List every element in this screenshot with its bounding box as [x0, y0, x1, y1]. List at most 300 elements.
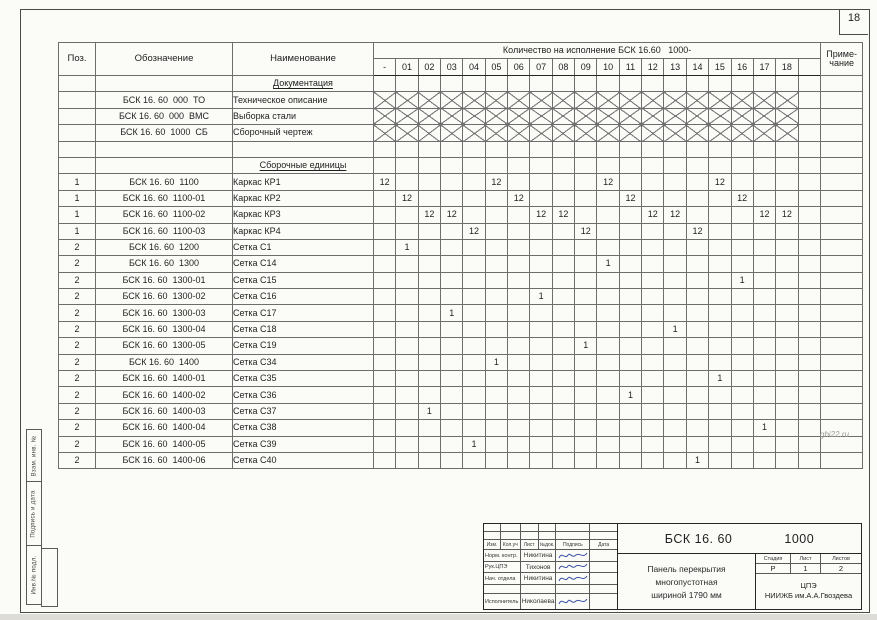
spec-cell-qty: [597, 92, 619, 108]
spec-cell-qty: [374, 223, 396, 239]
stage-value: Р: [756, 564, 791, 574]
spec-cell-qty: [619, 92, 641, 108]
spec-cell-qty: 1: [709, 371, 731, 387]
spec-cell-designation: БСК 16. 60 1400-06: [96, 452, 233, 468]
spec-cell-qty: [597, 223, 619, 239]
spec-cell-qty: [664, 272, 686, 288]
spec-cell-qty: [374, 207, 396, 223]
spec-cell-qty: [374, 141, 396, 157]
left-attribute-strip: [26, 430, 42, 605]
spec-cell-qty: [463, 125, 485, 141]
spec-cell-qty: [597, 321, 619, 337]
spec-cell-qty: 12: [597, 174, 619, 190]
spec-cell-name: Каркас КР1: [233, 174, 374, 190]
spec-cell-qty: [597, 239, 619, 255]
spec-cell-qty: [731, 305, 753, 321]
spec-cell-qty: [709, 76, 731, 92]
spec-cell-qty: [485, 272, 507, 288]
spec-cell-qty: [485, 403, 507, 419]
spec-cell-qty: [530, 174, 552, 190]
exec-column-header: 01: [396, 59, 418, 76]
spec-cell-qty: [396, 403, 418, 419]
spec-cell-qty: [709, 239, 731, 255]
spec-cell-qty: [776, 305, 798, 321]
strip-label: Взам. инв. №: [31, 435, 37, 476]
spec-cell-qty: [664, 403, 686, 419]
spec-cell-note: [821, 157, 863, 173]
strip-cell-vzam: [26, 429, 42, 482]
spec-cell-qty: [485, 289, 507, 305]
title-block-row: [484, 573, 617, 585]
spec-cell-qty: [642, 321, 664, 337]
spec-cell-qty: [418, 92, 440, 108]
spec-cell-qty: [642, 157, 664, 173]
spec-cell-qty: [664, 125, 686, 141]
stage-label: Стадия: [756, 554, 791, 564]
spec-cell-qty: [776, 76, 798, 92]
spec-cell-qty: [463, 174, 485, 190]
spec-cell-qty: [485, 420, 507, 436]
spec-cell-qty: [709, 452, 731, 468]
spec-cell-qty: [575, 305, 597, 321]
spec-cell-qty: [597, 371, 619, 387]
spec-cell-qty: [575, 289, 597, 305]
spec-cell-qty: [530, 76, 552, 92]
spec-cell-qty: [552, 338, 574, 354]
spec-cell-qty: [575, 403, 597, 419]
spec-cell-pos: 2: [59, 321, 96, 337]
title-block-empty-cell: [501, 524, 521, 532]
spec-cell-qty: [575, 174, 597, 190]
spec-cell-qty: [686, 338, 708, 354]
spec-cell-pos: 2: [59, 420, 96, 436]
spec-cell-qty: [508, 256, 530, 272]
spec-cell-qty: [753, 338, 775, 354]
spec-cell-designation: БСК 16. 60 1200: [96, 239, 233, 255]
spec-cell-qty: [441, 239, 463, 255]
spec-cell-qty: [508, 452, 530, 468]
spec-cell-qty: 1: [619, 387, 641, 403]
title-block-header-cell: №док.: [539, 540, 557, 550]
spec-cell-qty: [686, 321, 708, 337]
spec-cell-qty: [686, 92, 708, 108]
spec-cell-qty: [441, 125, 463, 141]
spec-cell-designation: БСК 16. 60 1400-01: [96, 371, 233, 387]
spec-cell-qty: [664, 452, 686, 468]
spec-cell-pos: 2: [59, 403, 96, 419]
spec-cell-qty: [664, 190, 686, 206]
spec-cell-qty: [753, 76, 775, 92]
spec-cell-qty: [664, 354, 686, 370]
spec-cell-qty: [575, 387, 597, 403]
spec-cell-qty: [508, 92, 530, 108]
spec-cell-qty: [619, 207, 641, 223]
spec-cell-qty: [753, 157, 775, 173]
spec-cell-name: Сетка С34: [233, 354, 374, 370]
spec-cell-qty: [709, 125, 731, 141]
spec-cell-qty: [731, 420, 753, 436]
spec-cell-note: [821, 223, 863, 239]
spec-cell-qty: [374, 157, 396, 173]
spec-cell-qty: [798, 174, 821, 190]
exec-column-header: 10: [597, 59, 619, 76]
spec-cell-qty: [619, 403, 641, 419]
spec-cell-qty: 12: [686, 223, 708, 239]
spec-cell-pos: 2: [59, 387, 96, 403]
sign-name: [521, 585, 557, 594]
spec-cell-qty: [753, 387, 775, 403]
spec-cell-qty: [798, 141, 821, 157]
spec-cell-qty: [597, 354, 619, 370]
panel-title-line: многопустотная: [655, 576, 718, 587]
spec-row: [59, 371, 863, 387]
spec-row: [59, 321, 863, 337]
spec-cell-qty: [798, 108, 821, 124]
spec-cell-qty: [642, 436, 664, 452]
spec-cell-qty: [418, 387, 440, 403]
exec-column-header: 13: [664, 59, 686, 76]
spec-cell-qty: [418, 289, 440, 305]
spec-cell-qty: [575, 125, 597, 141]
spec-cell-qty: [686, 256, 708, 272]
spec-cell-qty: [642, 371, 664, 387]
spec-cell-qty: [575, 452, 597, 468]
spec-cell-qty: [463, 420, 485, 436]
spec-cell-qty: [530, 223, 552, 239]
spec-cell-qty: 12: [441, 207, 463, 223]
spec-cell-qty: [619, 174, 641, 190]
organization: [756, 574, 861, 609]
spec-cell-qty: [753, 354, 775, 370]
spec-cell-pos: 2: [59, 354, 96, 370]
spec-cell-qty: [396, 387, 418, 403]
spec-cell-qty: [552, 452, 574, 468]
spec-cell-qty: [463, 207, 485, 223]
spec-cell-qty: [508, 125, 530, 141]
spec-cell-qty: [374, 108, 396, 124]
exec-column-header: 16: [731, 59, 753, 76]
exec-column-header: 06: [508, 59, 530, 76]
spec-cell-qty: [441, 108, 463, 124]
spec-cell-qty: [374, 452, 396, 468]
spec-cell-qty: [619, 354, 641, 370]
spec-cell-note: [821, 108, 863, 124]
spec-row: [59, 305, 863, 321]
spec-cell-qty: [619, 141, 641, 157]
spec-row: [59, 452, 863, 468]
spec-cell-note: [821, 174, 863, 190]
spec-header-note-line1: Приме-: [826, 49, 857, 59]
spec-cell-qty: [731, 92, 753, 108]
spec-cell-qty: [552, 387, 574, 403]
spec-cell-qty: [463, 452, 485, 468]
spec-cell-qty: [619, 76, 641, 92]
spec-cell-qty: [776, 321, 798, 337]
spec-cell-qty: [463, 403, 485, 419]
spec-cell-qty: [374, 338, 396, 354]
spec-row: [59, 174, 863, 190]
spec-cell-qty: [597, 272, 619, 288]
sign-date: [590, 550, 617, 562]
spec-cell-qty: [642, 403, 664, 419]
spec-cell-qty: [508, 108, 530, 124]
spec-cell-qty: [619, 272, 641, 288]
spec-cell-name: Сетка С39: [233, 436, 374, 452]
spec-cell-qty: [753, 141, 775, 157]
panel-title: [618, 554, 756, 609]
spec-cell-qty: [530, 420, 552, 436]
spec-cell-qty: [776, 174, 798, 190]
spec-row: [59, 387, 863, 403]
stage-sheet-header: [756, 554, 861, 564]
spec-cell-qty: [686, 420, 708, 436]
spec-cell-qty: [463, 141, 485, 157]
spec-cell-designation: БСК 16. 60 000 ТО: [96, 92, 233, 108]
spec-cell-qty: 12: [418, 207, 440, 223]
spec-row: [59, 420, 863, 436]
spec-cell-qty: [552, 289, 574, 305]
spec-cell-qty: [530, 321, 552, 337]
spec-cell-qty: [575, 321, 597, 337]
spec-cell-qty: [552, 108, 574, 124]
spec-cell-qty: 1: [530, 289, 552, 305]
spec-cell-note: [821, 256, 863, 272]
spec-row: [59, 125, 863, 141]
spec-cell-qty: [753, 223, 775, 239]
spec-cell-qty: [575, 256, 597, 272]
spec-cell-note: [821, 321, 863, 337]
spec-cell-pos: 1: [59, 207, 96, 223]
spec-cell-qty: 12: [485, 174, 507, 190]
spec-cell-qty: [575, 190, 597, 206]
spec-cell-qty: [418, 371, 440, 387]
spec-cell-qty: [731, 354, 753, 370]
exec-column-header: 02: [418, 59, 440, 76]
spec-cell-qty: [575, 239, 597, 255]
spec-cell-qty: [686, 289, 708, 305]
spec-cell-qty: 12: [552, 207, 574, 223]
spec-cell-qty: 1: [753, 420, 775, 436]
spec-cell-qty: [418, 256, 440, 272]
spec-cell-qty: [753, 436, 775, 452]
spec-cell-qty: [530, 305, 552, 321]
spec-cell-qty: [374, 420, 396, 436]
spec-cell-qty: [798, 272, 821, 288]
spec-cell-qty: [485, 452, 507, 468]
spec-cell-qty: [686, 305, 708, 321]
spec-cell-qty: [575, 157, 597, 173]
spec-cell-qty: 1: [686, 452, 708, 468]
spec-row: [59, 207, 863, 223]
title-block-row: [484, 540, 617, 550]
spec-cell-qty: [552, 125, 574, 141]
spec-cell-qty: [530, 125, 552, 141]
spec-row: [59, 256, 863, 272]
spec-cell-qty: [530, 403, 552, 419]
spec-cell-qty: [374, 289, 396, 305]
spec-cell-qty: [619, 289, 641, 305]
spec-cell-qty: [664, 371, 686, 387]
exec-column-header: 03: [441, 59, 463, 76]
spec-cell-qty: [731, 108, 753, 124]
spec-header-note-line2: чание: [829, 58, 854, 68]
exec-column-header: 17: [753, 59, 775, 76]
spec-cell-qty: [731, 452, 753, 468]
spec-cell-qty: [664, 92, 686, 108]
sign-name: Тихонов: [521, 562, 557, 573]
exec-column-header: 14: [686, 59, 708, 76]
spec-cell-qty: [396, 305, 418, 321]
spec-cell-qty: [374, 256, 396, 272]
spec-cell-qty: [642, 452, 664, 468]
spec-table-grid: [58, 42, 863, 469]
spec-cell-qty: [441, 436, 463, 452]
spec-cell-name: Каркас КР3: [233, 207, 374, 223]
spec-cell-pos: 1: [59, 174, 96, 190]
signature-scribble: [558, 551, 588, 561]
spec-cell-note: [821, 141, 863, 157]
spec-row: [59, 157, 863, 173]
spec-cell-qty: [441, 452, 463, 468]
spec-cell-qty: [776, 452, 798, 468]
spec-cell-qty: [575, 420, 597, 436]
title-block-empty-cell: [484, 524, 501, 532]
spec-cell-qty: [753, 305, 775, 321]
spec-cell-qty: [508, 289, 530, 305]
spec-cell-qty: [776, 338, 798, 354]
spec-cell-qty: [619, 452, 641, 468]
spec-row: [59, 354, 863, 370]
spec-cell-qty: [552, 223, 574, 239]
spec-cell-qty: [374, 436, 396, 452]
spec-cell-qty: [552, 92, 574, 108]
spec-cell-qty: [709, 305, 731, 321]
title-block-header-cell: Дата: [590, 540, 617, 550]
spec-cell-qty: [731, 436, 753, 452]
spec-cell-qty: [485, 239, 507, 255]
spec-cell-qty: 12: [374, 174, 396, 190]
spec-cell-qty: [753, 190, 775, 206]
spec-cell-qty: [374, 321, 396, 337]
spec-cell-qty: [642, 190, 664, 206]
spec-row: [59, 289, 863, 305]
spec-cell-qty: [508, 436, 530, 452]
spec-cell-qty: [552, 321, 574, 337]
spec-cell-qty: [485, 371, 507, 387]
spec-cell-designation: [96, 157, 233, 173]
title-block-row: [484, 550, 617, 562]
sign-date: [590, 594, 617, 609]
spec-cell-qty: [441, 256, 463, 272]
title-block-empty-cell: [539, 524, 557, 532]
exec-column-header: [798, 59, 821, 76]
spec-cell-qty: [642, 141, 664, 157]
spec-cell-qty: [798, 223, 821, 239]
spec-cell-qty: [396, 452, 418, 468]
spec-cell-qty: [642, 76, 664, 92]
spec-cell-pos: 2: [59, 371, 96, 387]
spec-cell-qty: [597, 452, 619, 468]
spec-cell-qty: [619, 239, 641, 255]
spec-cell-qty: [731, 174, 753, 190]
spec-cell-qty: [619, 305, 641, 321]
spec-cell-qty: [798, 387, 821, 403]
spec-row: [59, 272, 863, 288]
spec-cell-qty: [776, 420, 798, 436]
spec-cell-qty: [709, 92, 731, 108]
spec-cell-qty: [485, 436, 507, 452]
spec-cell-qty: [441, 141, 463, 157]
spec-cell-qty: [642, 256, 664, 272]
spec-cell-qty: [731, 256, 753, 272]
title-block-empty-cell: [501, 532, 521, 540]
spec-cell-qty: [508, 76, 530, 92]
spec-cell-qty: [396, 321, 418, 337]
spec-cell-qty: [374, 92, 396, 108]
spec-cell-qty: [463, 76, 485, 92]
spec-cell-note: [821, 452, 863, 468]
spec-cell-qty: [619, 108, 641, 124]
spec-cell-qty: 1: [441, 305, 463, 321]
spec-cell-name: Сборочный чертеж: [233, 125, 374, 141]
spec-cell-note: [821, 272, 863, 288]
spec-cell-name: Сетка С40: [233, 452, 374, 468]
spec-cell-qty: [798, 452, 821, 468]
spec-cell-qty: [485, 387, 507, 403]
spec-cell-qty: [418, 338, 440, 354]
spec-cell-name: Сборочные единицы: [233, 157, 374, 173]
spec-cell-qty: 12: [709, 174, 731, 190]
spec-cell-qty: [463, 239, 485, 255]
spec-cell-note: [821, 289, 863, 305]
strip-cell-podpis: [26, 481, 42, 546]
spec-cell-qty: [575, 272, 597, 288]
spec-cell-qty: [441, 223, 463, 239]
spec-cell-designation: БСК 16. 60 1100-01: [96, 190, 233, 206]
spec-cell-pos: 2: [59, 452, 96, 468]
spec-cell-qty: [731, 157, 753, 173]
spec-cell-qty: [552, 371, 574, 387]
sheet-value: 1: [791, 564, 821, 574]
spec-cell-qty: [552, 420, 574, 436]
title-block-empty-cell: [521, 532, 539, 540]
spec-cell-qty: [597, 157, 619, 173]
spec-cell-qty: [753, 174, 775, 190]
spec-cell-designation: БСК 16. 60 1100-03: [96, 223, 233, 239]
spec-header-quantity: Количество на исполнение БСК 16.60 1000-: [374, 43, 821, 59]
spec-cell-designation: БСК 16. 60 000 ВМС: [96, 108, 233, 124]
title-block-empty-cell: [484, 532, 501, 540]
spec-header-designation: Обозначение: [96, 43, 233, 76]
sign-signature: [556, 562, 590, 573]
spec-cell-qty: [619, 436, 641, 452]
spec-cell-qty: [485, 305, 507, 321]
spec-cell-qty: [642, 125, 664, 141]
spec-cell-qty: [552, 272, 574, 288]
spec-cell-qty: [418, 190, 440, 206]
spec-cell-note: [821, 76, 863, 92]
spec-cell-designation: БСК 16. 60 1000 СБ: [96, 125, 233, 141]
spec-cell-qty: 12: [396, 190, 418, 206]
spec-cell-qty: [374, 239, 396, 255]
spec-cell-qty: [418, 174, 440, 190]
spec-cell-qty: [485, 190, 507, 206]
spec-cell-qty: [597, 141, 619, 157]
spec-cell-qty: [508, 141, 530, 157]
spec-cell-pos: 2: [59, 289, 96, 305]
spec-cell-qty: [396, 256, 418, 272]
spec-cell-qty: [374, 190, 396, 206]
